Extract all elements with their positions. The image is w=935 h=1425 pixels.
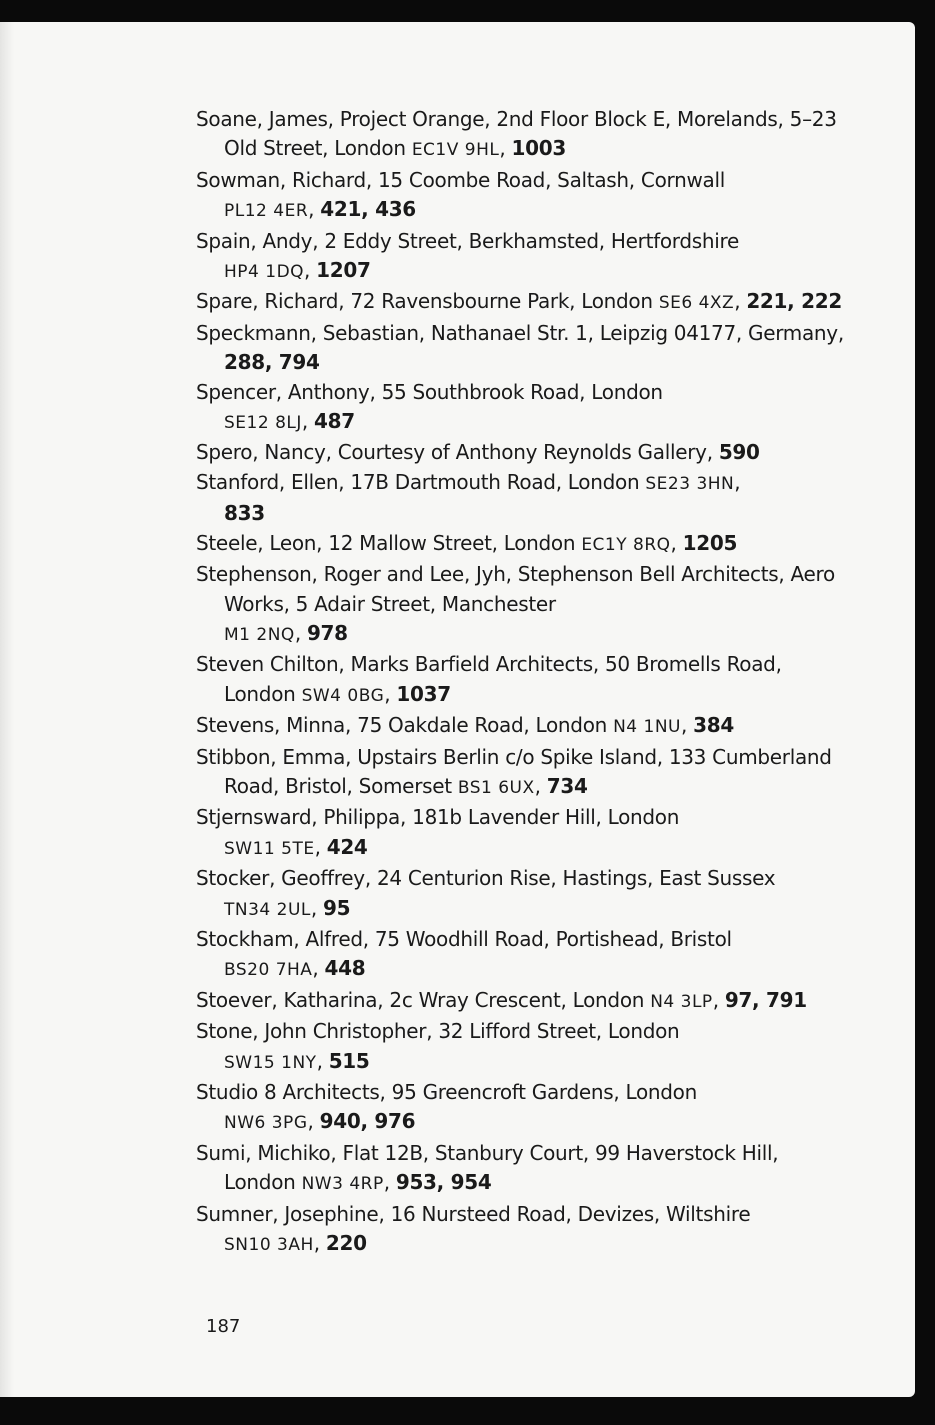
index-entry: Stibbon, Emma, Upstairs Berlin c/o Spike Island, 133 Cumberland Road, Bristol, Somerset BS1 6UX, 734 (196, 744, 832, 798)
entry-postcode: SE12 8LJ (224, 413, 302, 434)
index-entry: Stanford, Ellen, 17B Dartmouth Road, London SE23 3HN, 833 (196, 469, 741, 526)
entry-name: Stjernsward, Philippa (196, 805, 401, 830)
entry-name: Studio 8 Architects (196, 1080, 380, 1104)
index-entry: Steele, Leon, 12 Mallow Street, London EC1Y 8RQ, 1205 (196, 530, 738, 555)
entry-address: Marks Barfield Architects, 50 Bromells Road, London (224, 652, 782, 706)
entry-name: Steven Chilton (196, 652, 339, 677)
entry-name: Stevens, Minna (196, 713, 346, 738)
entry-name: Sowman, Richard (196, 167, 366, 192)
entry-postcode: EC1V 9HL (411, 140, 500, 161)
entry-postcode: SW4 0BG (301, 685, 385, 706)
entry-pages: 734 (546, 773, 588, 798)
entry-postcode: NW3 4RP (301, 1174, 384, 1195)
entry-name: Sumi, Michiko (196, 1140, 331, 1165)
index-entry: Studio 8 Architects, 95 Greencroft Gardens, London NW6 3PG, 940, 976 (196, 1080, 697, 1134)
entry-pages: 1205 (682, 530, 738, 555)
index-entry: Sumi, Michiko, Flat 12B, Stanbury Court, 99 Haverstock Hill, London NW3 4RP, 953, 954 (196, 1140, 779, 1195)
entry-postcode: BS20 7HA (224, 960, 313, 981)
entry-postcode: SE6 4XZ (658, 293, 735, 314)
entry-address: Flat 12B, Stanbury Court, 99 Haverstock Hill, London (224, 1140, 779, 1195)
entry-name: Stibbon, Emma (196, 744, 346, 769)
entry-name: Stockham, Alfred (196, 926, 363, 951)
entry-address: 72 Ravensbourne Park, London (350, 289, 653, 314)
entry-postcode: SE23 3HN (645, 473, 735, 494)
entry-address: 75 Woodhill Road, Portishead, Bristol (374, 926, 732, 951)
entry-pages: 978 (306, 620, 348, 645)
entry-postcode: N4 3LP (650, 991, 713, 1012)
index-entry: Soane, James, Project Orange, 2nd Floor Block E, Morelands, 5–23 Old Street, London EC1V 9HL, 1003 (196, 107, 837, 161)
index-entry: Stephenson, Roger and Lee, Jyh, Stephenson Bell Architects, Aero Works, 5 Adair Street, Manchester M1 2NQ, 978 (196, 562, 835, 645)
entry-pages: 953, 954 (395, 1170, 492, 1195)
entry-address: 12 Mallow Street, London (328, 530, 576, 555)
index-entry: Stevens, Minna, 75 Oakdale Road, London N4 1NU, 384 (196, 713, 734, 738)
entry-name: Spencer, Anthony (196, 379, 370, 404)
entry-pages: 940, 976 (319, 1109, 416, 1134)
entry-pages: 1037 (396, 681, 451, 706)
entry-pages: 1003 (511, 136, 566, 161)
index-entry-list (196, 105, 846, 1260)
entry-address: 17B Dartmouth Road, London (350, 469, 640, 494)
entry-pages: 590 (718, 440, 760, 465)
entry-name: Stanford, Ellen (196, 469, 339, 494)
entry-address: 32 Lifford Street, London (438, 1019, 680, 1044)
entry-name: Stoever, Katharina (196, 987, 378, 1012)
entry-postcode: PL12 4ER (224, 201, 309, 222)
entry-pages: 288, 794 (224, 350, 320, 375)
entry-postcode: HP4 1DQ (224, 262, 305, 283)
entry-name: Stephenson, Roger and Lee, Jyh (196, 562, 506, 587)
entry-pages: 95 (323, 895, 351, 920)
entry-name: Soane, James (196, 107, 328, 131)
entry-address: 24 Centurion Rise, Hastings, East Sussex (376, 866, 776, 891)
index-entry: Spare, Richard, 72 Ravensbourne Park, London SE6 4XZ, 221, 222 (196, 289, 842, 314)
entry-postcode: EC1Y 8RQ (581, 534, 671, 555)
entry-postcode: NW6 3PG (224, 1113, 308, 1134)
entry-address: Nathanael Str. 1, Leipzig 04177, Germany (430, 320, 838, 345)
entry-address: 16 Nursteed Road, Devizes, Wiltshire (390, 1201, 751, 1226)
index-entry: Stoever, Katharina, 2c Wray Crescent, London N4 3LP, 97, 791 (196, 987, 807, 1012)
index-entry: Stocker, Geoffrey, 24 Centurion Rise, Hastings, East Sussex TN34 2UL, 95 (196, 866, 776, 920)
entry-postcode: SW11 5TE (224, 838, 315, 859)
book-page (0, 22, 915, 1397)
page-gutter-shadow (0, 22, 14, 1397)
entry-pages: 97, 791 (724, 987, 807, 1012)
entry-name: Steele, Leon (196, 530, 317, 555)
entry-postcode: TN34 2UL (224, 899, 311, 920)
entry-pages: 424 (326, 834, 368, 859)
index-entry: Steven Chilton, Marks Barfield Architects, 50 Bromells Road, London SW4 0BG, 1037 (196, 652, 782, 706)
entry-name: Spare, Richard (196, 289, 339, 314)
entry-pages: 448 (324, 956, 366, 981)
page-number: 187 (206, 1316, 241, 1337)
entry-address: Project Orange, 2nd Floor Block E, Morelands, 5–23 Old Street, London (224, 107, 837, 161)
entry-name: Stocker, Geoffrey (196, 866, 365, 891)
entry-pages: 221, 222 (746, 289, 842, 314)
entry-pages: 220 (325, 1231, 367, 1256)
entry-pages: 384 (693, 713, 734, 738)
entry-postcode: N4 1NU (613, 717, 681, 738)
entry-address: Courtesy of Anthony Reynolds Gallery (337, 440, 707, 465)
index-entry: Spencer, Anthony, 55 Southbrook Road, London SE12 8LJ, 487 (196, 379, 663, 434)
entry-address: 2c Wray Crescent, London (389, 987, 645, 1012)
entry-address: 181b Lavender Hill, London (412, 805, 680, 830)
index-entry: Stockham, Alfred, 75 Woodhill Road, Portishead, Bristol BS20 7HA, 448 (196, 926, 732, 981)
entry-name: Sumner, Josephine (196, 1201, 379, 1226)
entry-address: 75 Oakdale Road, London (357, 713, 608, 738)
entry-pages: 487 (314, 409, 355, 434)
index-entry: Stone, John Christopher, 32 Lifford Street, London SW15 1NY, 515 (196, 1019, 680, 1073)
entry-address: Stephenson Bell Architects, Aero Works, 5 Adair Street, Manchester (224, 562, 835, 616)
entry-name: Spain, Andy (196, 228, 313, 253)
entry-pages: 421, 436 (320, 197, 416, 222)
entry-postcode: SW15 1NY (224, 1052, 317, 1073)
index-entry: Stjernsward, Philippa, 181b Lavender Hill, London SW11 5TE, 424 (196, 805, 680, 859)
entry-address: Upstairs Berlin c/o Spike Island, 133 Cumberland Road, Bristol, Somerset (224, 744, 832, 798)
entry-address: 55 Southbrook Road, London (381, 379, 663, 404)
index-entry: Sumner, Josephine, 16 Nursteed Road, Devizes, Wiltshire SN10 3AH, 220 (196, 1201, 751, 1256)
index-entry: Speckmann, Sebastian, Nathanael Str. 1, Leipzig 04177, Germany, 288, 794 (196, 320, 844, 375)
entry-address: 95 Greencroft Gardens, London (391, 1080, 697, 1104)
entry-name: Spero, Nancy (196, 440, 326, 465)
entry-pages: 515 (328, 1048, 370, 1073)
entry-postcode: BS1 6UX (457, 777, 535, 798)
entry-address: 15 Coombe Road, Saltash, Cornwall (378, 167, 725, 192)
entry-name: Stone, John Christopher (196, 1019, 427, 1044)
entry-pages: 1207 (316, 258, 371, 283)
entry-address: 2 Eddy Street, Berkhamsted, Hertfordshire (324, 228, 740, 253)
entry-postcode: SN10 3AH (224, 1235, 314, 1256)
index-entry: Spero, Nancy, Courtesy of Anthony Reynolds Gallery, 590 (196, 440, 760, 465)
entry-pages: 833 (224, 501, 265, 526)
index-entry: Sowman, Richard, 15 Coombe Road, Saltash, Cornwall PL12 4ER, 421, 436 (196, 167, 725, 222)
index-entry: Spain, Andy, 2 Eddy Street, Berkhamsted, Hertfordshire HP4 1DQ, 1207 (196, 228, 740, 283)
entry-postcode: M1 2NQ (224, 624, 295, 645)
entry-name: Speckmann, Sebastian (196, 320, 419, 345)
